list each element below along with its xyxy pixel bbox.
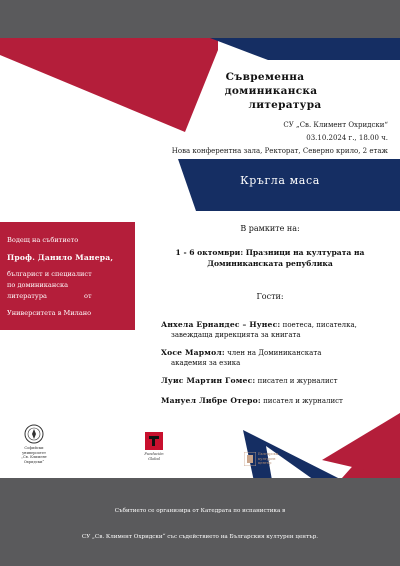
guest-item bbox=[161, 320, 357, 339]
footer-line-1: Събитието се организира от Катедрата по испанистика в bbox=[114, 508, 286, 514]
framework-line-1: 1 - 6 октомври: Празници на културата на bbox=[175, 248, 365, 257]
venue-school: СУ „Св. Климент Охридски“ bbox=[283, 121, 388, 129]
cultural-center-line-3: център bbox=[258, 461, 272, 466]
guest-desc-cont: академия за езика bbox=[171, 359, 241, 367]
footer-bar bbox=[0, 478, 400, 566]
moderator-desc-4: Университета в Милано bbox=[7, 309, 92, 317]
university-line-4: Охридски“ bbox=[23, 459, 45, 464]
guest-name: Луис Мартин Гомес: bbox=[161, 376, 256, 385]
guests-heading: Гости: bbox=[256, 292, 284, 301]
title-line-3: литература bbox=[248, 99, 322, 111]
moderator-intro: Водещ на събитието bbox=[7, 236, 79, 244]
footer-line-2: СУ „Св. Климент Охридски“ със съдействието на Българския културен център. bbox=[81, 534, 319, 540]
framework-heading: В рамките на: bbox=[240, 224, 300, 233]
guest-item bbox=[161, 396, 343, 405]
university-seal-icon bbox=[24, 424, 44, 444]
title-line-1: Съвременна bbox=[225, 71, 305, 83]
moderator-desc-1: българист и специалист bbox=[7, 270, 92, 278]
venue-hall: Нова конферентна зала, Ректорат, Северно крило, 2 етаж bbox=[171, 147, 388, 155]
guest-name: Хосе Мармол: bbox=[161, 348, 225, 357]
guest-desc: писател и журналист bbox=[263, 397, 343, 405]
guest-name: Мануел Либре Отеро: bbox=[161, 396, 261, 405]
title-line-2: доминиканска bbox=[224, 85, 318, 97]
cultural-center-logo-text bbox=[258, 452, 278, 466]
red-shape-top bbox=[0, 38, 218, 132]
guest-desc: член на Доминиканската bbox=[227, 349, 322, 357]
moderator-desc-2: по доминиканска bbox=[7, 281, 68, 289]
guest-item bbox=[161, 348, 321, 367]
cultural-center-line-2: културен bbox=[258, 456, 276, 461]
moderator-name: Проф. Данило Манера, bbox=[7, 253, 114, 262]
moderator-desc-3b: от bbox=[84, 292, 92, 300]
university-line-2: университет bbox=[22, 450, 46, 455]
university-logo-text bbox=[14, 446, 54, 464]
cultural-center-logo-icon bbox=[244, 452, 256, 466]
framework-line-2: Доминиканската република bbox=[207, 259, 333, 268]
navy-shape-top bbox=[210, 38, 400, 60]
guest-desc-cont: завеждаща дирекцията за книгата bbox=[171, 331, 301, 339]
moderator-desc-3: литература bbox=[7, 292, 47, 300]
venue-datetime: 03.10.2024 г., 18.00 ч. bbox=[306, 134, 388, 142]
foundation-line-1: Fundación bbox=[144, 452, 164, 456]
foundation-line-2: Global bbox=[148, 456, 160, 461]
red-shape-right bbox=[322, 413, 400, 478]
guest-name: Анхела Ернандес – Нунес: bbox=[161, 320, 281, 329]
guest-desc: поетеса, писателка, bbox=[282, 321, 357, 329]
cultural-center-line-1: Български bbox=[258, 452, 279, 456]
foundation-logo-icon bbox=[145, 432, 163, 450]
banner-label: Кръгла маса bbox=[240, 174, 320, 187]
foundation-logo-text bbox=[138, 452, 170, 461]
event-title bbox=[190, 70, 340, 112]
university-line-3: „Св. Климент bbox=[21, 455, 47, 460]
moderator-box bbox=[0, 222, 135, 330]
guest-item bbox=[161, 376, 337, 385]
guest-desc: писател и журналист bbox=[257, 377, 338, 385]
university-line-1: Софийски bbox=[24, 446, 44, 450]
